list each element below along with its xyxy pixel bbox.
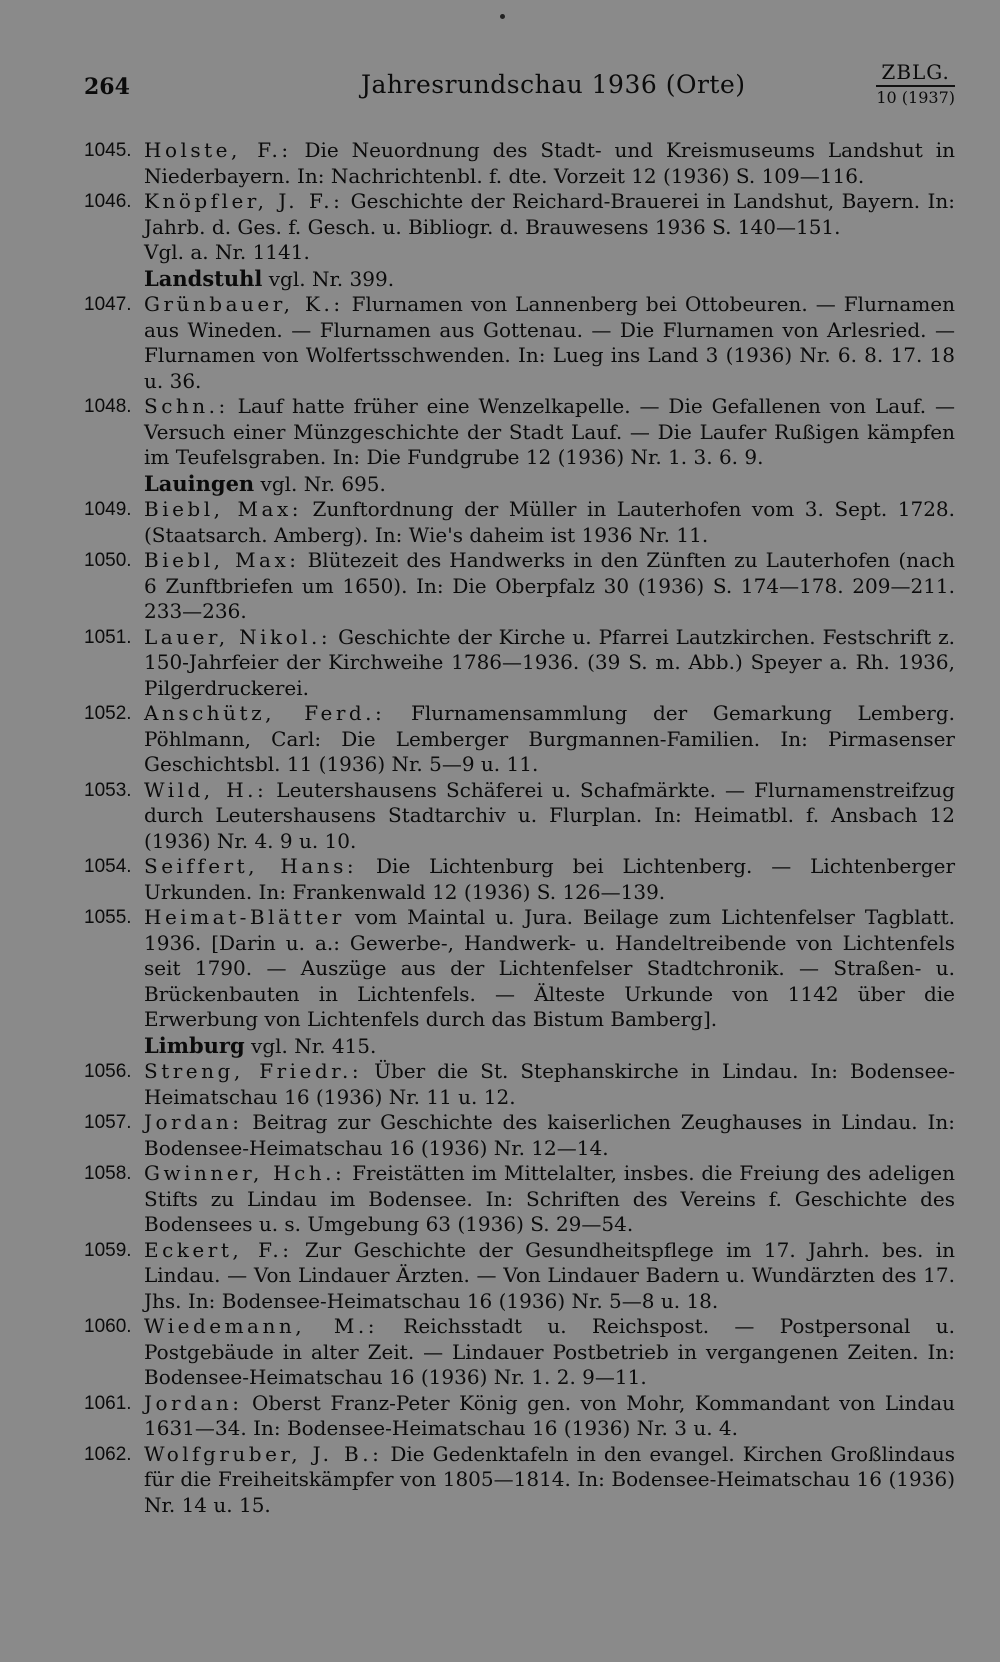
entry-author: Jordan: <box>144 1390 243 1415</box>
journal-volume: 10 (1937) <box>876 88 955 107</box>
bibliography-entry <box>84 497 955 548</box>
entry-citation: Blütezeit des Handwerks in den Zünften zu Lauterhofen (nach 6 Zunftbriefen um 1650). In: Die Oberpfalz 30 (1936) S. 174—178. 209—211. 233—236. <box>144 548 956 623</box>
entry-author: Eckert, F.: <box>144 1237 293 1262</box>
entry-citation: Die Lichtenburg bei Lichtenberg. — Lichtenberger Urkunden. In: Frankenwald 12 (1936) S. 126—139. <box>144 854 956 904</box>
entry-author: Wiedemann, M.: <box>144 1314 378 1338</box>
bibliography-entry <box>84 1314 955 1391</box>
bibliography-entry <box>84 1059 955 1110</box>
entry-author: Wild, H.: <box>144 777 268 802</box>
entry-number: 1046. <box>84 191 132 212</box>
entry-citation: Oberst Franz-Peter König gen. von Mohr, Kommandant von Lindau 1631—34. In: Bodensee-Heimatschau 16 (1936) Nr. 3 u. 4. <box>144 1390 955 1440</box>
entry-number: 1054. <box>84 856 132 877</box>
entry-citation: Beitrag zur Geschichte des kaiserlichen Zeughauses in Lindau. In: Bodensee-Heimatschau 16 (1936) Nr. 12—14. <box>144 1110 955 1160</box>
bibliography-entry <box>84 1391 955 1442</box>
bibliography-entry <box>84 701 955 778</box>
entry-text <box>144 905 955 1033</box>
entry-citation: Geschichte der Kirche u. Pfarrei Lautzkirchen. Festschrift z. 150-Jahrfeier der Kirchweihe 1786—1936. (39 S. m. Abb.) Speyer a. Rh. 1936, Pilgerdruckerei. <box>144 624 955 700</box>
entry-citation: Freistätten im Mittelalter, insbes. die Freiung des adeligen Stifts zu Lindau im Bodensee. In: Schriften des Vereins f. Geschichte des Bodensees u. s. Umgebung 63 (1936) S. 29—54. <box>144 1161 955 1236</box>
entry-author: Heimat-Blätter <box>144 905 345 929</box>
bibliography-entry <box>84 394 955 471</box>
entry-author: Biebl, Max: <box>144 497 302 521</box>
entry-author: Grünbauer, K.: <box>144 292 344 316</box>
entry-number: 1057. <box>84 1112 132 1133</box>
entry-text <box>144 1314 955 1391</box>
bibliography-entry <box>84 1238 955 1315</box>
bibliography-entry <box>84 625 955 702</box>
entry-citation: Geschichte der Reichard-Brauerei in Landshut, Bayern. In: Jahrb. d. Ges. f. Gesch. u. Bibliogr. d. Brauwesens 1936 S. 140—151. <box>144 189 955 239</box>
entry-text <box>144 1110 955 1161</box>
entry-number: 1059. <box>84 1239 132 1261</box>
bibliography-entry <box>84 1161 955 1238</box>
entry-citation: Flurnamensammlung der Gemarkung Lemberg. Pöhlmann, Carl: Die Lemberger Burgmannen-Familien. In: Pirmasenser Geschichtsbl. 11 (1936) Nr. 5—9 u. 11. <box>144 701 956 776</box>
cross-reference <box>84 240 955 266</box>
entry-text <box>144 1442 955 1519</box>
entry-author: Anschütz, Ferd.: <box>144 701 386 725</box>
journal-reference <box>876 60 955 107</box>
entry-number: 1050. <box>84 550 132 571</box>
cross-reference <box>84 1033 955 1060</box>
entry-number: 1052. <box>84 703 132 724</box>
entry-number: 1060. <box>84 1316 132 1337</box>
entry-text <box>144 778 955 855</box>
entry-number: 1051. <box>84 626 132 648</box>
entry-number: 1053. <box>84 779 132 801</box>
entry-text <box>144 1059 955 1110</box>
entry-number: 1047. <box>84 294 132 315</box>
entry-text <box>144 138 955 189</box>
see-reference: Vgl. a. Nr. 1141. <box>144 240 310 264</box>
entry-citation: Leutershausens Schäferei u. Schafmärkte. — Flurnamenstreifzug durch Leutershausens Stadtarchiv u. Flurplan. In: Heimatbl. f. Ansbach 12 (1936) Nr. 4. 9 u. 10. <box>144 777 955 853</box>
entry-citation: vom Maintal u. Jura. Beilage zum Lichtenfelser Tagblatt. 1936. [Darin u. a.: Gewerbe-, Handwerk- u. Handeltreibende von Lichtenfels seit 1790. — Auszüge aus der Lichtenfelser Stadtchronik. — Straßen- u. Brückenbauten in Lichtenfels. — Älteste Urkunde von 1142 über die Erwerbung von Lichtenfels durch das Bistum Bamberg]. <box>144 905 955 1031</box>
place-heading: Landstuhl <box>144 265 263 291</box>
entry-number: 1058. <box>84 1163 132 1184</box>
entry-citation: Über die St. Stephanskirche in Lindau. In: Bodensee-Heimatschau 16 (1936) Nr. 11 u. 12. <box>144 1059 955 1109</box>
see-reference: vgl. Nr. 415. <box>244 1033 377 1058</box>
bibliography-entry <box>84 292 955 394</box>
entry-author: Gwinner, Hch.: <box>144 1161 346 1185</box>
see-reference: vgl. Nr. 695. <box>254 471 386 496</box>
bibliography-entry <box>84 778 955 855</box>
place-heading: Lauingen <box>144 470 255 496</box>
entry-number: 1048. <box>84 396 132 417</box>
bibliography-entry <box>84 1110 955 1161</box>
entry-text <box>144 854 955 905</box>
bibliography-entry <box>84 1442 955 1519</box>
entry-author: Seiffert, Hans: <box>144 854 358 878</box>
journal-abbreviation: ZBLG. <box>876 60 955 87</box>
bibliography-entry <box>84 905 955 1033</box>
entry-number: 1062. <box>84 1443 132 1465</box>
bibliography-list <box>84 138 955 1518</box>
entry-author: Holste, F.: <box>144 138 292 162</box>
entry-text <box>144 394 955 471</box>
bibliography-entry <box>84 854 955 905</box>
bibliography-entry <box>84 138 955 189</box>
entry-number: 1049. <box>84 499 132 520</box>
entry-author: Lauer, Nikol.: <box>144 624 332 649</box>
entry-text <box>144 1238 955 1315</box>
entry-text <box>144 189 955 240</box>
entry-author: Knöpfler, J. F.: <box>144 189 344 213</box>
entry-number: 1045. <box>84 140 132 161</box>
entry-citation: Zur Geschichte der Gesundheitspflege im 17. Jahrh. bes. in Lindau. — Von Lindauer Ärzten. — Von Lindauer Badern u. Wundärzten des 17. Jhs. In: Bodensee-Heimatschau 16 (1936) Nr. 5—8 u. 18. <box>144 1237 955 1313</box>
cross-reference <box>84 471 955 498</box>
bibliography-entry <box>84 189 955 240</box>
entry-text <box>144 292 955 394</box>
speck-mark <box>500 14 505 19</box>
entry-citation: Die Neuordnung des Stadt- und Kreismuseums Landshut in Niederbayern. In: Nachrichtenbl. f. dte. Vorzeit 12 (1936) S. 109—116. <box>144 138 956 188</box>
entry-citation: Die Gedenktafeln in den evangel. Kirchen Großlindaus für die Freiheitskämpfer von 1805—1814. In: Bodensee-Heimatschau 16 (1936) Nr. 14 u. 15. <box>144 1441 955 1517</box>
entry-text <box>144 497 955 548</box>
entry-number: 1061. <box>84 1392 132 1414</box>
entry-text <box>144 1391 955 1442</box>
page-number: 264 <box>84 74 130 100</box>
entry-author: Schn.: <box>144 394 229 418</box>
entry-author: Streng, Friedr.: <box>144 1059 363 1083</box>
entry-number: 1056. <box>84 1061 132 1082</box>
entry-citation: Zunftordnung der Müller in Lauterhofen vom 3. Sept. 1728. (Staatsarch. Amberg). In: Wie's daheim ist 1936 Nr. 11. <box>144 497 955 547</box>
page-header <box>84 58 955 106</box>
place-heading: Limburg <box>144 1032 245 1058</box>
running-title: Jahresrundschau 1936 (Orte) <box>361 70 746 99</box>
entry-text <box>144 548 955 625</box>
entry-number: 1055. <box>84 907 132 928</box>
cross-reference <box>84 266 955 293</box>
entry-author: Wolfgruber, J. B.: <box>144 1441 383 1466</box>
entry-text <box>144 625 955 702</box>
entry-citation: Reichsstadt u. Reichspost. — Postpersonal u. Postgebäude in alter Zeit. — Lindauer Postbetrieb in vergangenen Zeiten. In: Bodensee-Heimatschau 16 (1936) Nr. 1. 2. 9—11. <box>144 1314 956 1389</box>
entry-text <box>144 701 955 778</box>
entry-author: Jordan: <box>144 1110 243 1134</box>
entry-citation: Flurnamen von Lannenberg bei Ottobeuren. — Flurnamen aus Wineden. — Flurnamen aus Gottenau. — Die Flurnamen von Arlesried. — Flurnamen von Wolfertsschwenden. In: Lueg ins Land 3 (1936) Nr. 6. 8. 17. 18 u. 36. <box>144 292 955 393</box>
entry-text <box>144 1161 955 1238</box>
bibliography-entry <box>84 548 955 625</box>
see-reference: vgl. Nr. 399. <box>262 266 395 291</box>
entry-citation: Lauf hatte früher eine Wenzelkapelle. — Die Gefallenen von Lauf. — Versuch einer Münzgeschichte der Stadt Lauf. — Die Laufer Rußigen kämpfen im Teufelsgraben. In: Die Fundgrube 12 (1936) Nr. 1. 3. 6. 9. <box>144 394 955 469</box>
entry-author: Biebl, Max: <box>144 548 300 572</box>
